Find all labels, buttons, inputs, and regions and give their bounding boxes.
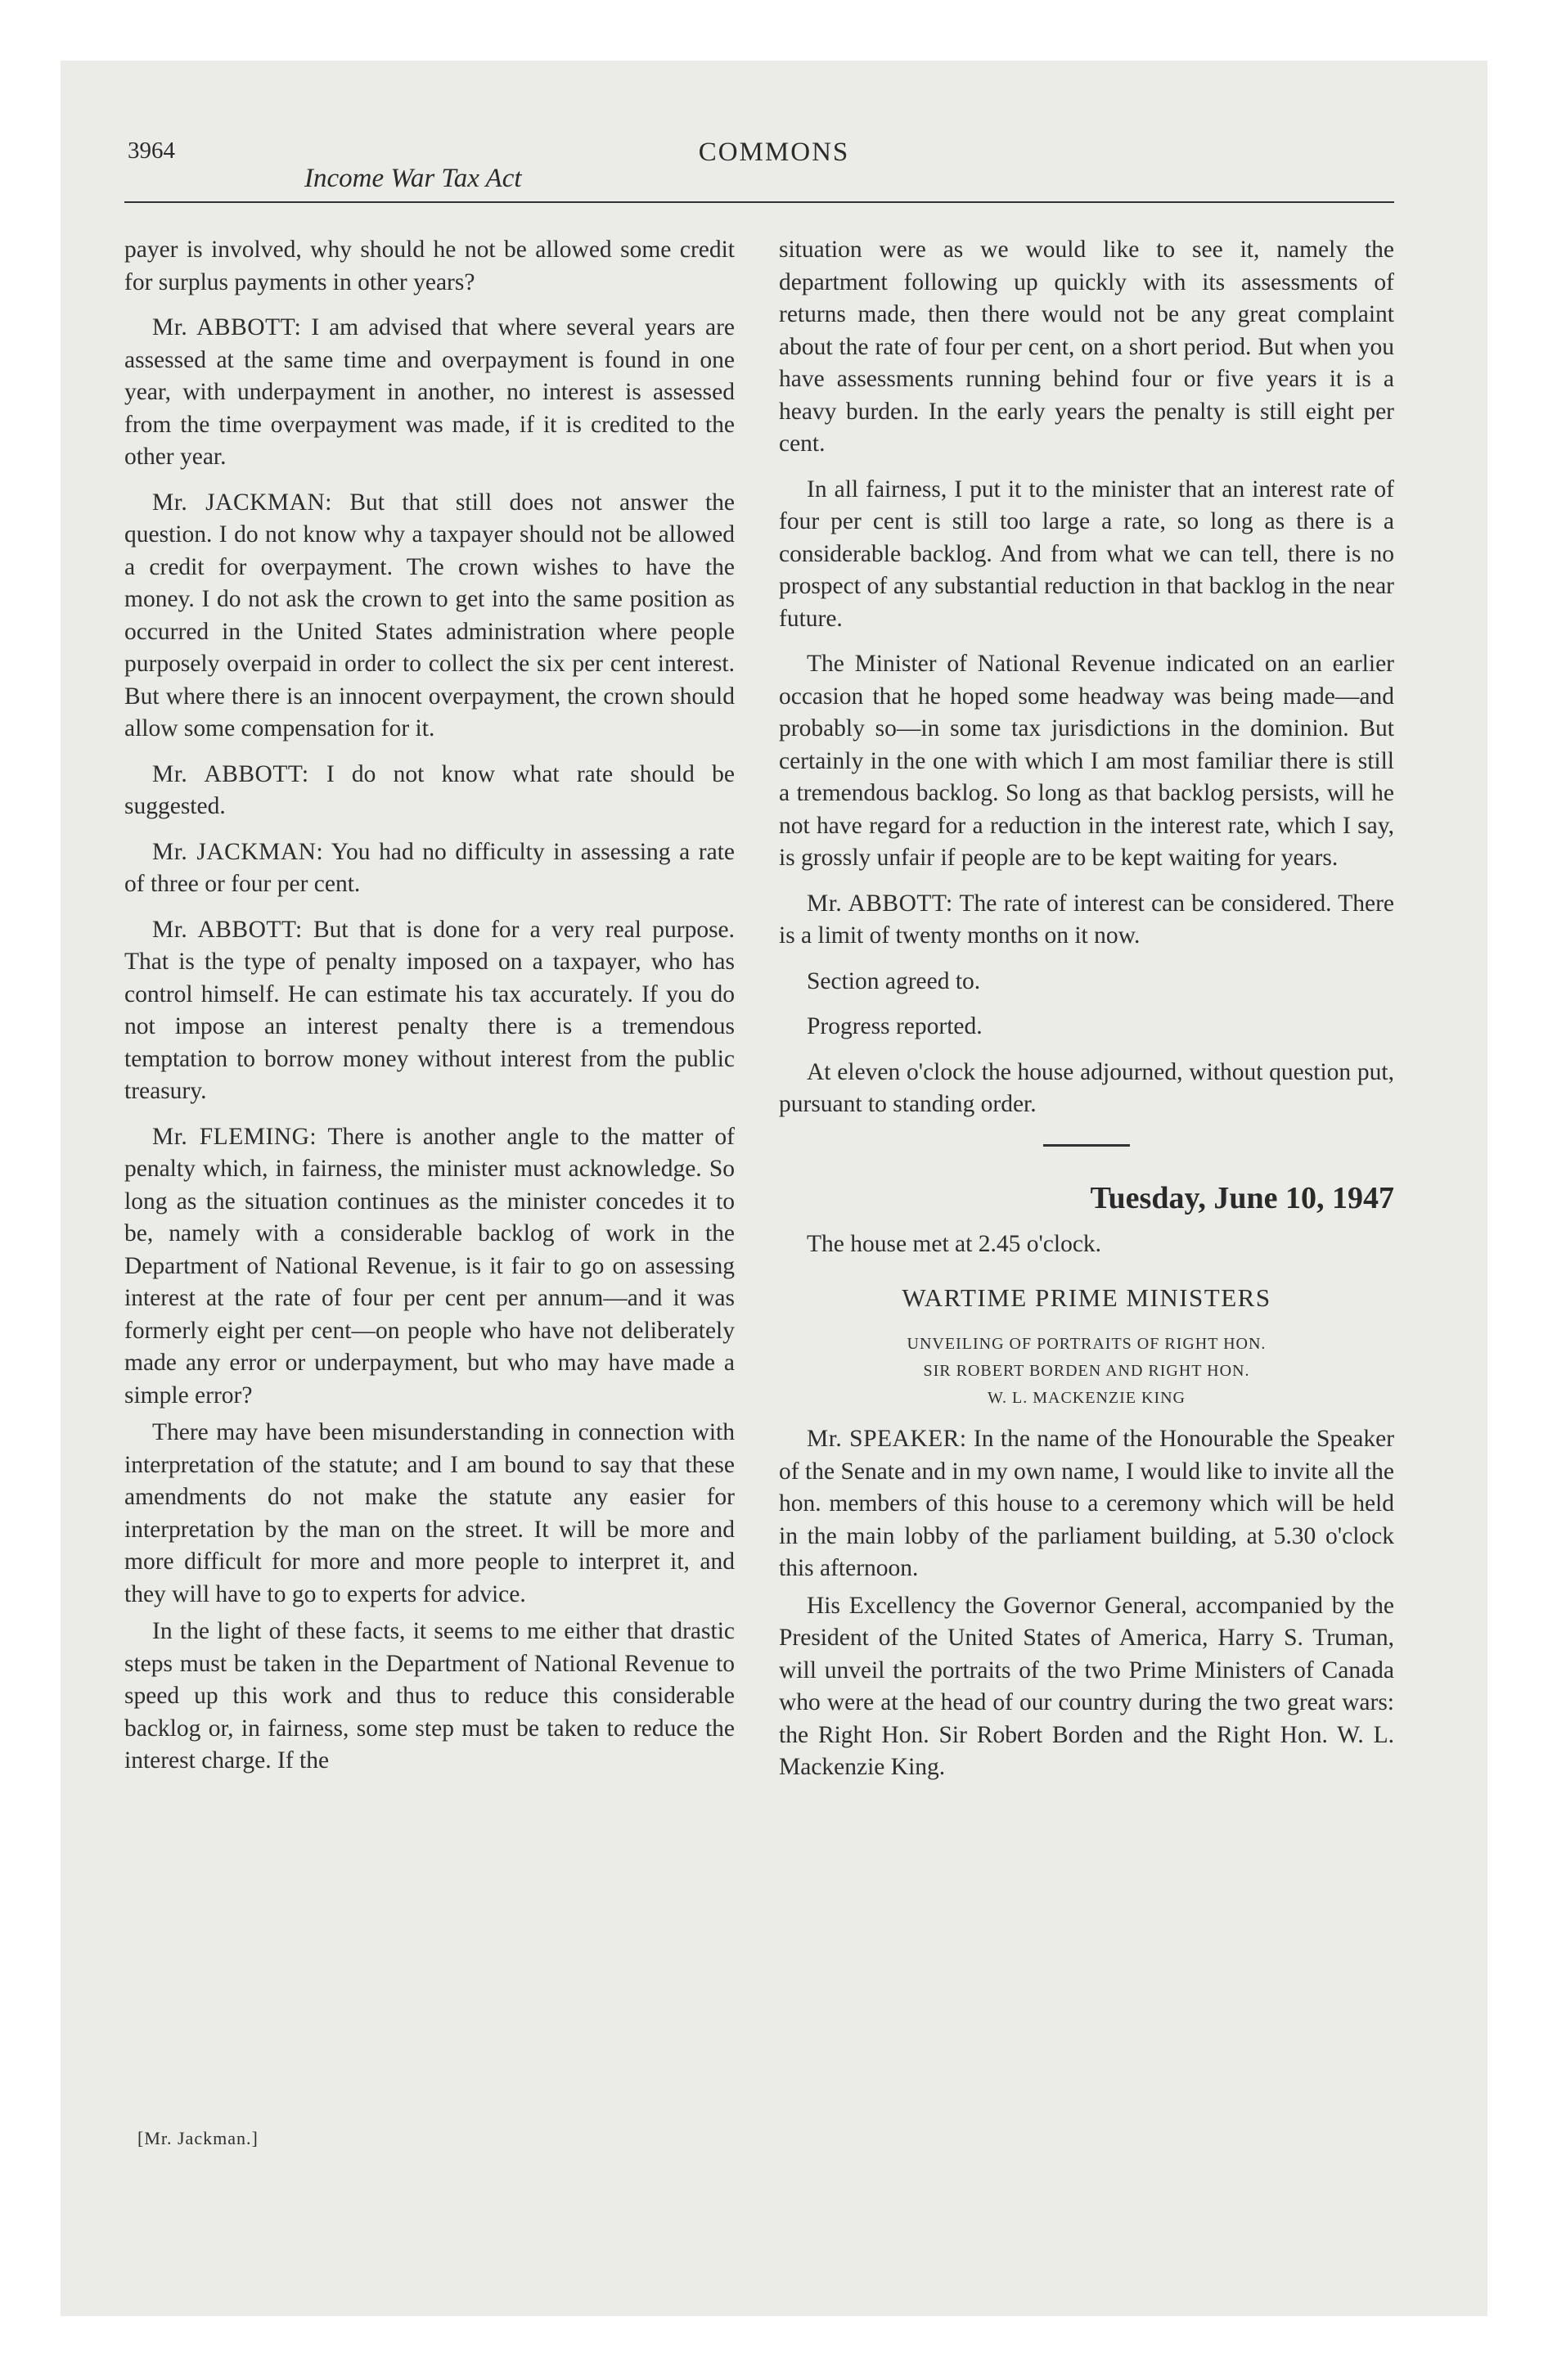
speaker: Mr. JACKMAN: bbox=[152, 838, 324, 865]
paragraph bbox=[779, 234, 1394, 461]
paragraph bbox=[124, 312, 735, 474]
paragraph bbox=[779, 1423, 1394, 1585]
paragraph-text: The rate of interest can be considered. There is a limit of twenty months on it now. bbox=[779, 890, 1395, 949]
paragraph-text: But that still does not answer the question. I do not know why a taxpayer should not be allowed a credit for overpayment. The crown wishes to have the money. I do not ask the crown to get into the same position as occurred in the United States administration where people purposely overpaid in order to collect the six per cent interest. But where there is an innocent overpayment, the crown should allow some compensation for it. bbox=[124, 489, 735, 741]
paragraph-text: His Excellency the Governor General, accompanied by the President of the United States of America, Harry S. Truman, will unveil the portraits of the two Prime Ministers of Canada who were at the head of our country during the two great wars: the Right Hon. Sir Robert Borden and the Right Hon. W. L. Mackenzie King. bbox=[779, 1592, 1394, 1780]
speaker: Mr. ABBOTT: bbox=[807, 890, 953, 917]
paragraph bbox=[779, 1057, 1394, 1121]
speaker: Mr. ABBOTT: bbox=[152, 314, 302, 340]
paragraph-text: At eleven o'clock the house adjourned, without question put, pursuant to standing order. bbox=[779, 1058, 1394, 1117]
paragraph-text: In all fairness, I put it to the minister that an interest rate of four per cent is still too large a rate, so long as there is a considerable backlog. And from what we can tell, there is no prospect of any substantial reduction in that backlog in the near future. bbox=[779, 476, 1394, 632]
paragraph-text: In the name of the Honourable the Speaker of the Senate and in my own name, I would like to invite all the hon. members of this house to a ceremony which will be held in the main lobby of the parliament building, at 5.30 o'clock this afternoon. bbox=[779, 1426, 1395, 1581]
paragraph bbox=[779, 474, 1394, 636]
paragraph-text: situation were as we would like to see it, namely the department following up quickly with its assessments of returns made, then there would not be any great complaint about the rate of four per cent, on a short period. But when you have assessments running behind four or five years it is a heavy burden. In the early years the penalty is still eight per cent. bbox=[779, 237, 1394, 457]
header-rule bbox=[124, 201, 1394, 203]
paragraph bbox=[124, 836, 735, 901]
paragraph bbox=[124, 914, 735, 1108]
paragraph-text: payer is involved, why should he not be allowed some credit for surplus payments in other years? bbox=[124, 237, 735, 295]
paragraph-text: Section agreed to. bbox=[807, 967, 981, 994]
paragraph bbox=[124, 1616, 735, 1778]
paragraph-text: I am advised that where several years are assessed at the same time and overpayment is found in one year, with underpayment in another, no interest is assessed from the time overpayment was made, if it is credited to the other year. bbox=[124, 314, 736, 470]
paragraph bbox=[124, 1417, 735, 1611]
running-subtitle: Income War Tax Act bbox=[304, 164, 522, 193]
paragraph-text: I do not know what rate should be suggested. bbox=[124, 760, 735, 819]
paragraph bbox=[124, 487, 735, 746]
paragraph-text: There may have been misunderstanding in connection with interpretation of the statute; and I am bound to say that these amendments do not make the statute any easier for interpretation by the man on the street. It will be more and more difficult for more and more people to interpret it, and they will have to go to experts for advice. bbox=[124, 1419, 735, 1607]
paragraph bbox=[124, 234, 735, 299]
paragraph bbox=[779, 1011, 1394, 1044]
paragraph-text: But that is done for a very real purpose. That is the type of penalty imposed on a taxpayer, who has control himself. He can estimate his tax accurately. If you do not impose an interest penalty there is a tremendous temptation to borrow money without interest from the public treasury. bbox=[124, 916, 736, 1104]
paragraph-text: In the light of these facts, it seems to me either that drastic steps must be taken in the Department of National Revenue to speed up this work and thus to reduce this considerable backlog or, in fairness, some step must be taken to reduce the interest charge. If the bbox=[124, 1618, 735, 1774]
paragraph bbox=[779, 1590, 1394, 1784]
paragraph-text: There is another angle to the matter of penalty which, in fairness, the minister must acknowledge. So long as the situation continues as the minister concedes it to be, namely with a considerable backlog of work in the Department of National Revenue, is it fair to go on assessing interest at the rate of four per cent per annum—and it was formerly eight per cent—on people who have not deliberately made any error or underpayment, but who may have made a simple error? bbox=[124, 1123, 735, 1409]
paragraph-text: The house met at 2.45 o'clock. bbox=[807, 1230, 1102, 1257]
paragraph bbox=[779, 648, 1394, 875]
running-head: COMMONS bbox=[698, 137, 850, 167]
left-column bbox=[124, 234, 735, 1791]
subheading-line: UNVEILING OF PORTRAITS OF RIGHT HON. bbox=[907, 1335, 1267, 1353]
house-met-line bbox=[779, 1228, 1394, 1261]
speaker: Mr. FLEMING: bbox=[152, 1123, 317, 1150]
page-number: 3964 bbox=[128, 137, 175, 164]
paragraph bbox=[779, 966, 1394, 998]
subheading-line: SIR ROBERT BORDEN AND RIGHT HON. bbox=[923, 1362, 1250, 1380]
paragraph bbox=[779, 888, 1394, 953]
speaker: Mr. SPEAKER: bbox=[807, 1426, 967, 1452]
speaker: Mr. ABBOTT: bbox=[152, 916, 303, 943]
right-column bbox=[779, 234, 1394, 1797]
section-heading: WARTIME PRIME MINISTERS bbox=[902, 1283, 1271, 1312]
subheading bbox=[779, 1331, 1394, 1412]
date-heading: Tuesday, June 10, 1947 bbox=[1090, 1180, 1394, 1215]
speaker-footer-tag: [Mr. Jackman.] bbox=[137, 2128, 259, 2148]
speaker: Mr. JACKMAN: bbox=[152, 489, 332, 516]
section-divider bbox=[1043, 1144, 1130, 1147]
paragraph-text: The Minister of National Revenue indicated on an earlier occasion that he hoped some headway was being made—and probably so—in some tax jurisdictions in the dominion. But certainly in the one with which I am most familiar there is still a tremendous backlog. So long as that backlog persists, will he not have regard for a reduction in the interest rate, which I say, is grossly unfair if people are to be kept waiting for years. bbox=[779, 651, 1394, 871]
paragraph-text: Progress reported. bbox=[807, 1013, 983, 1039]
paragraph bbox=[124, 759, 735, 823]
paragraph bbox=[124, 1121, 735, 1413]
paragraph-text: You had no difficulty in assessing a rate of three or four per cent. bbox=[124, 838, 735, 897]
subheading-line: W. L. MACKENZIE KING bbox=[987, 1389, 1186, 1407]
speaker: Mr. ABBOTT: bbox=[152, 760, 309, 787]
